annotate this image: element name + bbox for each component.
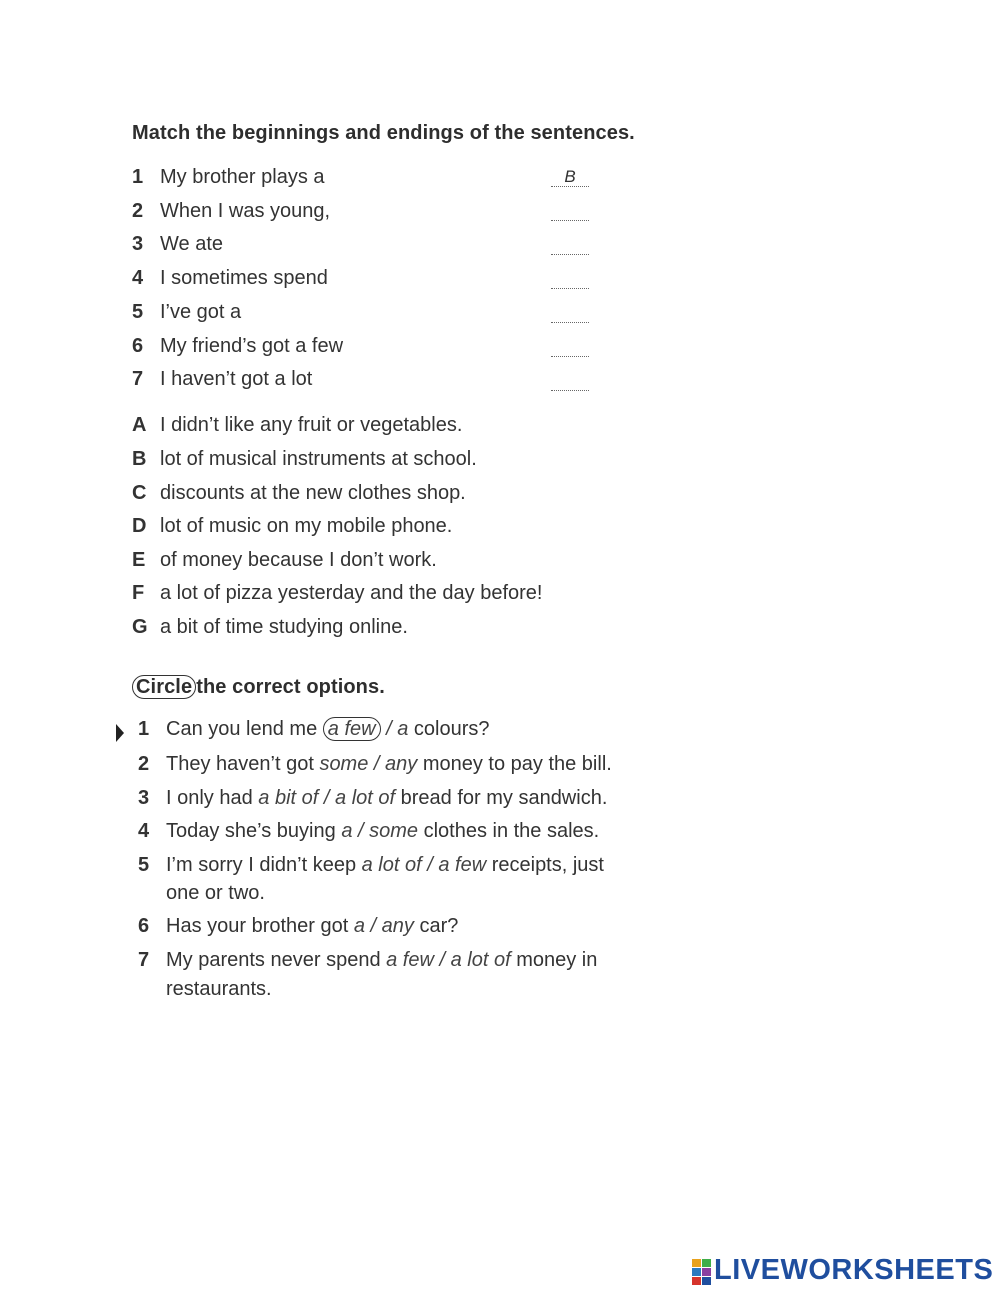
answer-blank[interactable] bbox=[551, 270, 589, 289]
option-a[interactable]: a bit of bbox=[258, 787, 319, 809]
option-sep: / bbox=[368, 753, 386, 775]
current-item-arrow-icon bbox=[116, 724, 124, 742]
option-a[interactable]: a few bbox=[386, 949, 434, 971]
item-pre: I’m sorry I didn’t keep bbox=[166, 854, 362, 876]
item-post2: one or two. bbox=[166, 882, 265, 904]
item-number: 7 bbox=[132, 368, 144, 390]
ending-item bbox=[132, 414, 462, 437]
logo-text: LIVEWORKSHEETS bbox=[714, 1254, 994, 1286]
option-item-continuation bbox=[166, 882, 265, 905]
logo-mark-cell bbox=[702, 1277, 711, 1285]
item-number: 6 bbox=[138, 915, 150, 937]
option-item bbox=[138, 718, 490, 741]
item-letter: G bbox=[132, 616, 148, 638]
item-text: lot of music on my mobile phone. bbox=[160, 515, 453, 537]
item-pre: I only had bbox=[166, 787, 259, 809]
option-sep: / bbox=[352, 820, 370, 842]
ending-item bbox=[132, 482, 466, 505]
item-pre: Has your brother got bbox=[166, 915, 354, 937]
item-number: 3 bbox=[132, 233, 144, 255]
item-text: My friend’s got a few bbox=[160, 335, 344, 357]
beginning-item bbox=[132, 301, 241, 324]
item-letter: B bbox=[132, 448, 147, 470]
item-number: 1 bbox=[132, 166, 144, 188]
option-a[interactable]: a bbox=[353, 915, 365, 937]
item-text: lot of musical instruments at school. bbox=[160, 448, 477, 470]
item-letter: E bbox=[132, 549, 146, 571]
option-b[interactable]: a few bbox=[438, 854, 487, 876]
circle-word: Circle bbox=[132, 675, 196, 699]
option-a[interactable]: some bbox=[319, 753, 369, 775]
beginning-item bbox=[132, 200, 330, 223]
item-post: clothes in the sales. bbox=[418, 820, 600, 842]
item-text: I haven’t got a lot bbox=[160, 368, 313, 390]
logo-mark-cell bbox=[702, 1259, 711, 1267]
item-post: car? bbox=[413, 915, 459, 937]
instruction-rest: the correct options. bbox=[196, 676, 385, 698]
item-number: 4 bbox=[138, 820, 150, 842]
item-post: receipts, just bbox=[486, 854, 604, 876]
logo-mark-cell bbox=[692, 1277, 701, 1285]
item-number: 7 bbox=[138, 949, 150, 971]
logo-mark-cell bbox=[692, 1259, 701, 1267]
option-sep: / bbox=[318, 787, 336, 809]
answer-blank[interactable]: B bbox=[551, 168, 589, 187]
item-letter: F bbox=[132, 582, 145, 604]
item-text: of money because I don’t work. bbox=[160, 549, 437, 571]
answer-blank[interactable] bbox=[551, 304, 589, 323]
option-b[interactable]: any bbox=[385, 753, 418, 775]
item-number: 3 bbox=[138, 787, 150, 809]
beginning-item bbox=[132, 166, 325, 189]
item-number: 6 bbox=[132, 335, 144, 357]
ending-item bbox=[132, 448, 477, 471]
beginning-item bbox=[132, 233, 223, 256]
item-post: money to pay the bill. bbox=[417, 753, 612, 775]
item-text: My brother plays a bbox=[160, 166, 325, 188]
item-text: a lot of pizza yesterday and the day before! bbox=[160, 582, 543, 604]
item-number: 5 bbox=[132, 301, 144, 323]
option-item bbox=[138, 949, 597, 972]
option-item-continuation bbox=[166, 978, 272, 1001]
option-a[interactable]: a lot of bbox=[361, 854, 422, 876]
item-text: I didn’t like any fruit or vegetables. bbox=[160, 414, 463, 436]
option-b[interactable]: any bbox=[381, 915, 414, 937]
option-item bbox=[138, 820, 599, 843]
item-post: colours? bbox=[408, 718, 490, 740]
section2-instruction bbox=[132, 676, 385, 699]
item-post2: restaurants. bbox=[166, 978, 272, 1000]
item-post: money in bbox=[510, 949, 598, 971]
option-a[interactable]: a bbox=[341, 820, 353, 842]
option-item bbox=[138, 915, 458, 938]
option-item bbox=[138, 753, 612, 776]
logo-mark-cell bbox=[702, 1268, 711, 1276]
item-text: a bit of time studying online. bbox=[160, 616, 408, 638]
beginning-item bbox=[132, 335, 343, 358]
option-sep: / bbox=[421, 854, 439, 876]
item-text: I’ve got a bbox=[160, 301, 242, 323]
option-sep: / bbox=[380, 718, 398, 740]
option-a[interactable]: a few bbox=[323, 717, 381, 741]
item-pre: They haven’t got bbox=[166, 753, 320, 775]
ending-item bbox=[132, 582, 542, 605]
option-b[interactable]: some bbox=[369, 820, 419, 842]
item-number: 2 bbox=[138, 753, 150, 775]
logo-mark-icon bbox=[692, 1259, 710, 1283]
option-b[interactable]: a lot of bbox=[450, 949, 511, 971]
liveworksheets-logo bbox=[692, 1254, 993, 1287]
option-b[interactable]: a bbox=[397, 718, 409, 740]
option-item bbox=[138, 854, 604, 877]
item-text: discounts at the new clothes shop. bbox=[160, 482, 466, 504]
ending-item bbox=[132, 515, 452, 538]
option-b[interactable]: a lot of bbox=[335, 787, 396, 809]
item-number: 5 bbox=[138, 854, 150, 876]
ending-item bbox=[132, 549, 437, 572]
option-sep: / bbox=[365, 915, 382, 937]
item-pre: My parents never spend bbox=[166, 949, 387, 971]
answer-blank[interactable] bbox=[551, 372, 589, 391]
option-item bbox=[138, 787, 607, 810]
ending-item bbox=[132, 616, 408, 639]
item-letter: C bbox=[132, 482, 147, 504]
item-letter: D bbox=[132, 515, 147, 537]
item-number: 2 bbox=[132, 200, 144, 222]
section1-instruction: Match the beginnings and endings of the sentences. bbox=[132, 122, 635, 144]
item-text: I sometimes spend bbox=[160, 267, 328, 289]
item-letter: A bbox=[132, 414, 147, 436]
item-text: We ate bbox=[160, 233, 223, 255]
item-number: 1 bbox=[138, 718, 150, 740]
beginning-item bbox=[132, 267, 328, 290]
answer-blank[interactable] bbox=[551, 236, 589, 255]
item-text: When I was young, bbox=[160, 200, 331, 222]
logo-mark-cell bbox=[692, 1268, 701, 1276]
item-post: bread for my sandwich. bbox=[395, 787, 608, 809]
answer-blank[interactable] bbox=[551, 202, 589, 221]
item-pre: Today she’s buying bbox=[166, 820, 342, 842]
item-number: 4 bbox=[132, 267, 144, 289]
item-pre: Can you lend me bbox=[166, 718, 323, 740]
beginning-item bbox=[132, 368, 312, 391]
option-sep: / bbox=[433, 949, 451, 971]
answer-blank[interactable] bbox=[551, 338, 589, 357]
